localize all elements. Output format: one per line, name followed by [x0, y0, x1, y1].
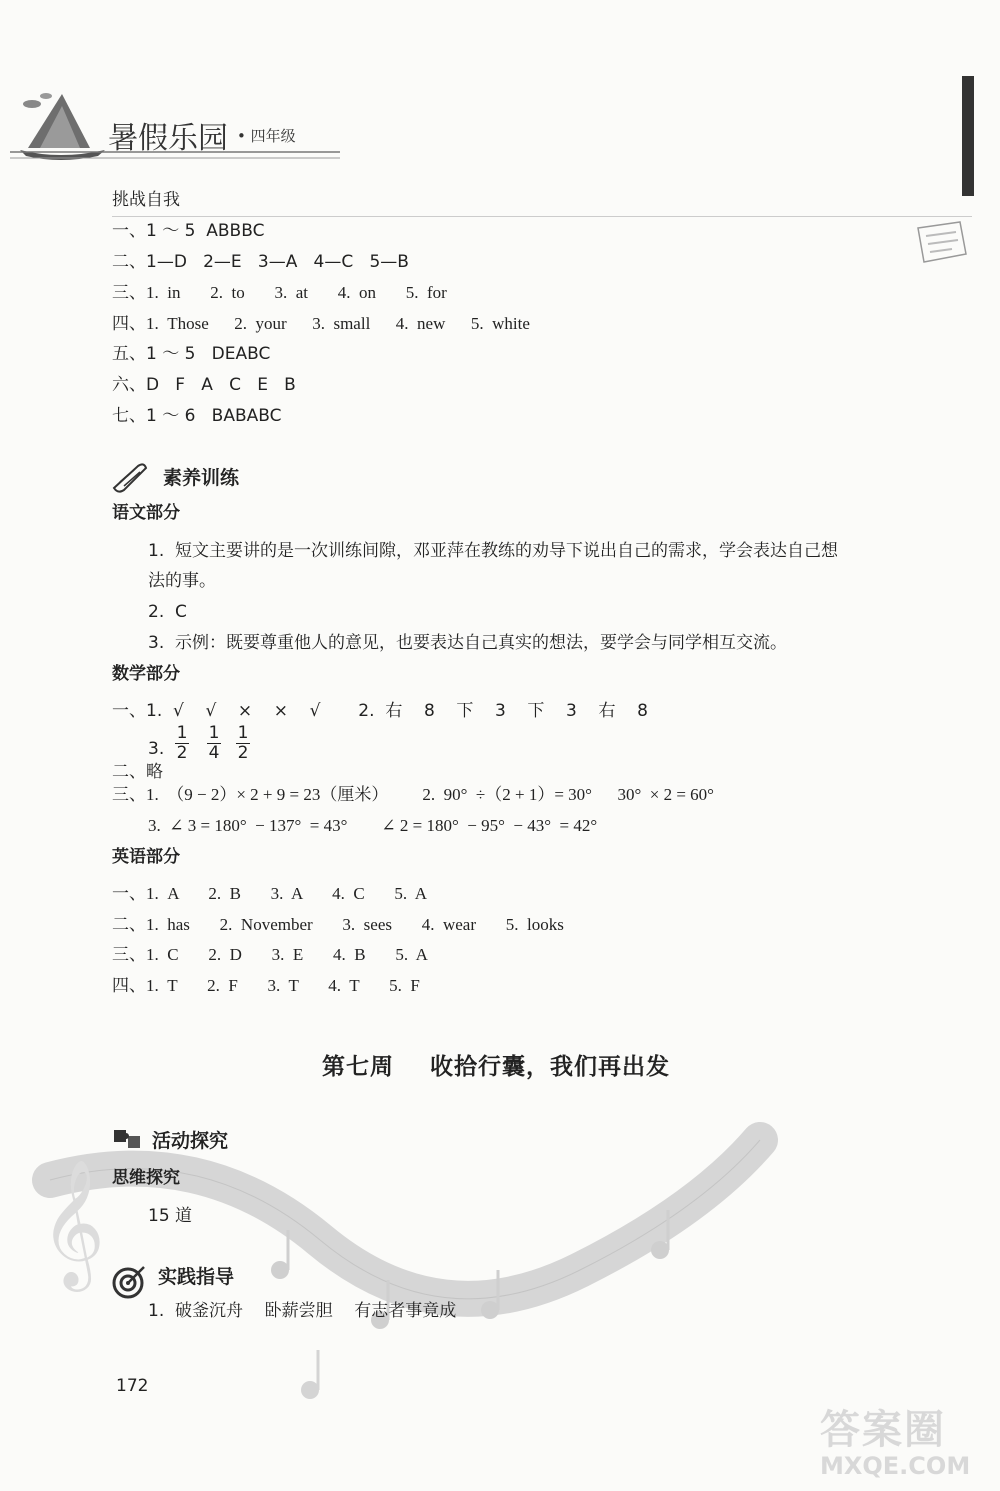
subsection-title-thinking: 思维探究 — [112, 1168, 180, 1188]
answer-line: 五、1 ～ 5 DEABC — [112, 344, 271, 364]
section-title-activity: 活动探究 — [152, 1130, 229, 1152]
subsection-title-english: 英语部分 — [112, 847, 180, 867]
header-subtitle: • 四年级 — [237, 127, 296, 145]
scroll-icon — [110, 460, 150, 494]
target-icon — [110, 1263, 148, 1301]
answer-line: 1. 短文主要讲的是一次训练间隙，邓亚萍在教练的劝导下说出自己的需求，学会表达自己想 — [148, 541, 839, 561]
header-title: 暑假乐园 — [108, 121, 228, 156]
fraction-numerator: 1 — [176, 723, 188, 743]
answer-line: 1. 破釜沉舟 卧薪尝胆 有志者事竟成 — [148, 1301, 457, 1321]
answer-line: 三、1. in 2. to 3. at 4. on 5. for — [112, 283, 447, 302]
answer-line: 一、1. A 2. B 3. A 4. C 5. A — [112, 884, 428, 903]
answer-line: 一、1 ～ 5 ABBBC — [112, 221, 265, 241]
section-title-training: 素养训练 — [163, 467, 240, 489]
fraction-numerator: 1 — [208, 723, 220, 743]
answer-line: 3. ∠ 3 = 180° − 137° = 43° ∠ 2 = 180° − 95° − 43° = 42° — [148, 816, 598, 835]
divider — [112, 216, 972, 217]
answer-line: 三、1. （9 − 2）× 2 + 9 = 23（厘米） 2. 90° ÷（2 + 1）= 30° 30° × 2 = 60° — [112, 785, 714, 804]
page-number: 172 — [116, 1376, 149, 1396]
stamp-icon — [912, 218, 972, 268]
fraction-prefix: 3. — [148, 739, 165, 759]
answer-line: 15 道 — [148, 1206, 193, 1226]
answer-line: 三、1. C 2. D 3. E 4. B 5. A — [112, 945, 428, 964]
section-title-practice: 实践指导 — [158, 1266, 235, 1288]
answer-line: 法的事。 — [148, 571, 216, 591]
fraction-denominator: 2 — [237, 743, 249, 763]
subsection-title-math: 数学部分 — [112, 664, 180, 684]
fraction-denominator: 4 — [208, 743, 220, 763]
answer-line: 七、1 ～ 6 BABABC — [112, 406, 282, 426]
answer-line: 二、1—D 2—E 3—A 4—C 5—B — [112, 252, 409, 272]
answer-line: 二、略 — [112, 762, 163, 782]
answer-line: 四、1. T 2. F 3. T 4. T 5. F — [112, 976, 420, 995]
answer-line: 3. 示例：既要尊重他人的意见，也要表达自己真实的想法，要学会与同学相互交流。 — [148, 633, 788, 653]
answer-line: 二、1. has 2. November 3. sees 4. wear 5. looks — [112, 915, 564, 934]
subsection-title-chinese: 语文部分 — [112, 503, 180, 523]
fraction-denominator: 2 — [176, 743, 188, 763]
section-title-challenge: 挑战自我 — [112, 190, 180, 210]
fraction — [207, 725, 221, 762]
fraction — [175, 725, 189, 762]
fraction — [236, 725, 250, 762]
answer-line: 六、D F A C E B — [112, 375, 296, 395]
page-edge-mark — [962, 76, 974, 196]
chapter-title: 第七周 收拾行囊，我们再出发 — [322, 1054, 671, 1080]
answer-line: 一、1. √ √ × × √ 2. 右 8 下 3 下 3 右 8 — [112, 701, 648, 721]
watermark-logo: 答案圈 — [820, 1407, 946, 1453]
answer-line: 2. C — [148, 602, 187, 622]
svg-text:𝄞: 𝄞 — [40, 1158, 106, 1286]
watermark-url: MXQE.COM — [820, 1452, 971, 1480]
puzzle-icon — [110, 1124, 146, 1154]
fraction-numerator: 1 — [237, 723, 249, 743]
answer-line: 四、1. Those 2. your 3. small 4. new 5. white — [112, 314, 530, 333]
